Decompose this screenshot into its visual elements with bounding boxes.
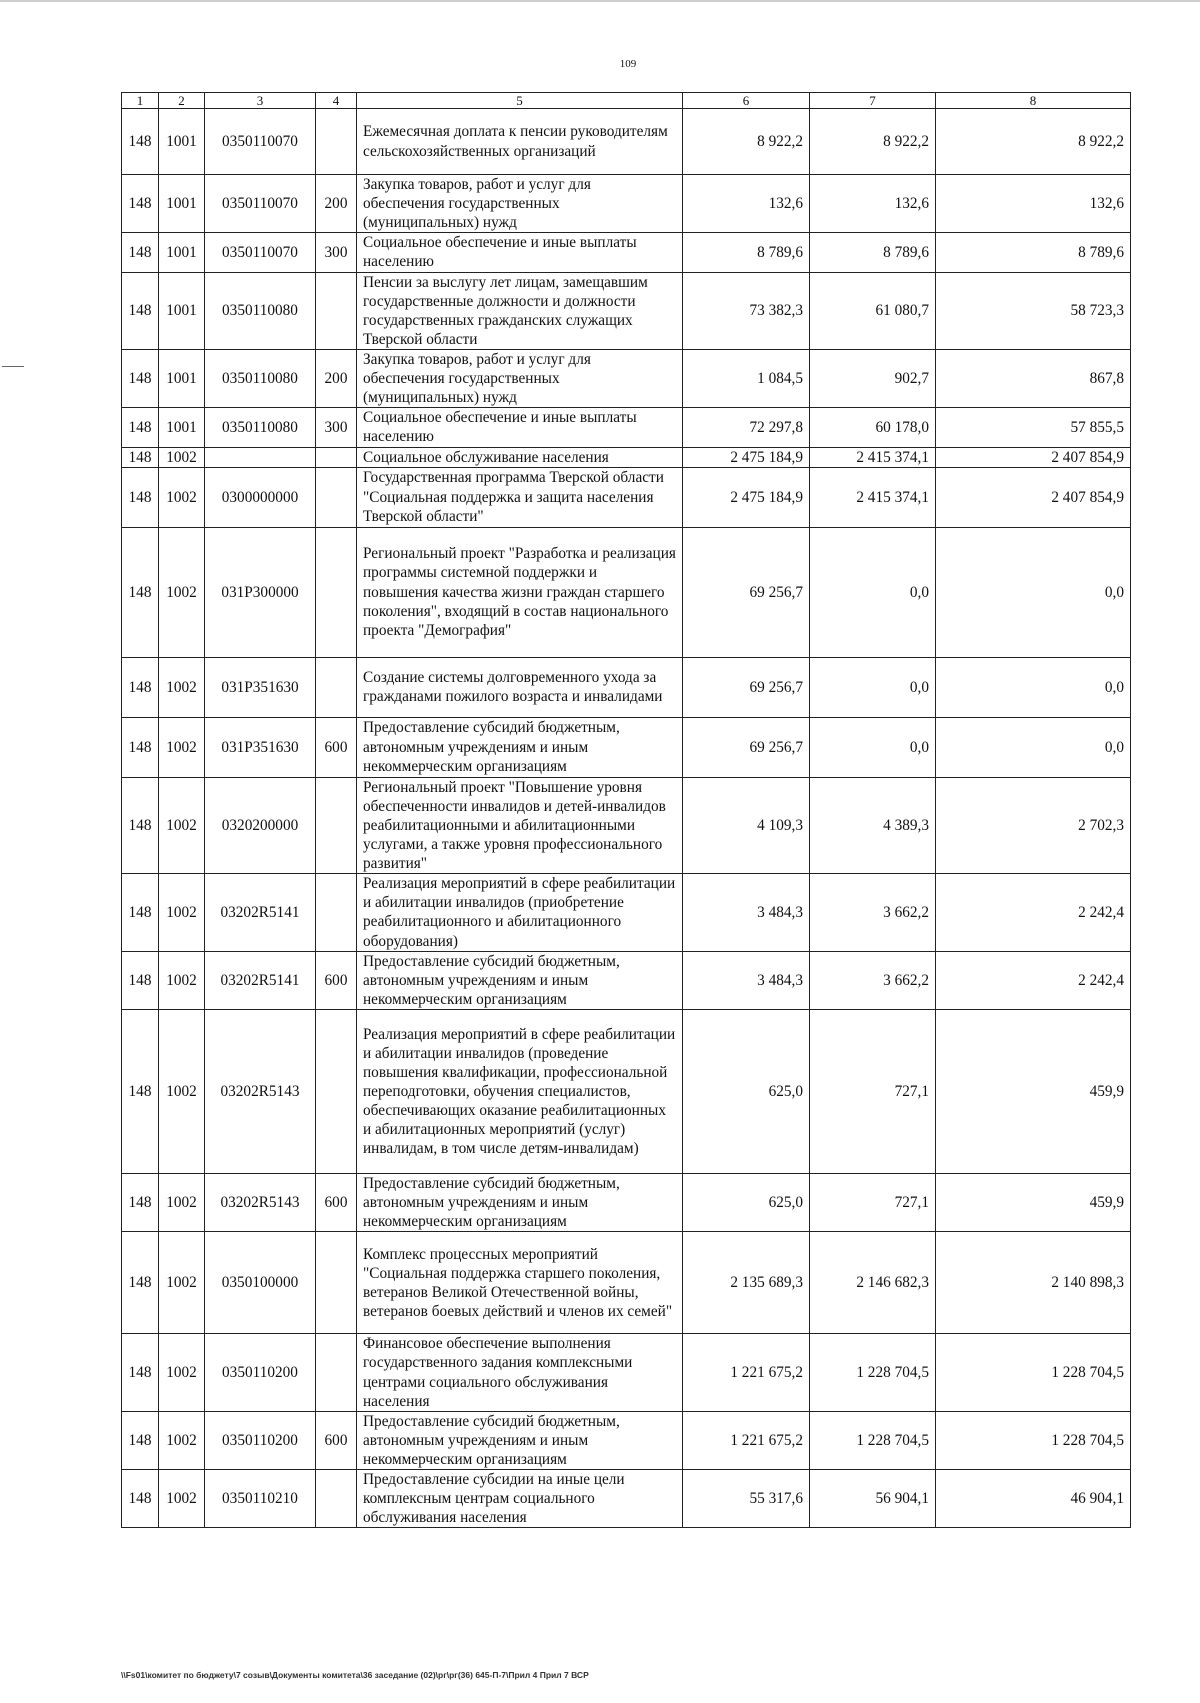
- expense-type-cell: [316, 1470, 357, 1528]
- description-cell: Социальное обеспечение и иные выплаты населению: [357, 233, 683, 272]
- column-header: 8: [936, 93, 1131, 109]
- amount-2026-cell: 727,1: [810, 1173, 936, 1231]
- amount-2025-cell: 8 922,2: [683, 109, 810, 175]
- section-code-cell: 1002: [159, 527, 205, 657]
- section-code-cell: 1002: [159, 777, 205, 874]
- description-cell: Создание системы долговременного ухода за гражданами пожилого возраста и инвалидами: [357, 657, 683, 717]
- amount-2027-cell: 8 789,6: [936, 233, 1131, 272]
- target-article-cell: 031P300000: [205, 527, 316, 657]
- section-code-cell: 1002: [159, 467, 205, 527]
- column-header: 4: [316, 93, 357, 109]
- target-article-cell: 0320200000: [205, 777, 316, 874]
- table-row: [122, 1411, 1131, 1469]
- amount-2026-cell: 0,0: [810, 657, 936, 717]
- target-article-cell: 0350110200: [205, 1411, 316, 1469]
- expense-type-cell: [316, 447, 357, 467]
- amount-2027-cell: 0,0: [936, 657, 1131, 717]
- amount-2026-cell: 3 662,2: [810, 951, 936, 1009]
- target-article-cell: 0350110080: [205, 408, 316, 447]
- description-cell: Реализация мероприятий в сфере реабилитации и абилитации инвалидов (проведение повышения квалификации, профессиональной переподготовки, обучения специалистов, обеспечивающих оказание реабилитационных и абилитационных мероприятий (услуг) инвалидам, в том числе детям-инвалидам): [357, 1009, 683, 1173]
- target-article-cell: 03202R5141: [205, 874, 316, 951]
- target-article-cell: 0350110080: [205, 349, 316, 407]
- ministry-code-cell: 148: [122, 349, 159, 407]
- table-row: [122, 175, 1131, 233]
- expense-type-cell: [316, 527, 357, 657]
- amount-2025-cell: 8 789,6: [683, 233, 810, 272]
- expense-type-cell: [316, 272, 357, 349]
- amount-2025-cell: 2 475 184,9: [683, 447, 810, 467]
- description-cell: Предоставление субсидий бюджетным, автономным учреждениям и иным некоммерческим организациям: [357, 717, 683, 777]
- amount-2026-cell: 2 415 374,1: [810, 467, 936, 527]
- section-code-cell: 1002: [159, 1173, 205, 1231]
- description-cell: Пенсии за выслугу лет лицам, замещавшим государственные должности и должности государственных гражданских служащих Тверской области: [357, 272, 683, 349]
- column-header: 2: [159, 93, 205, 109]
- ministry-code-cell: 148: [122, 272, 159, 349]
- amount-2025-cell: 55 317,6: [683, 1470, 810, 1528]
- description-cell: Предоставление субсидий бюджетным, автономным учреждениям и иным некоммерческим организациям: [357, 951, 683, 1009]
- target-article-cell: 0350110070: [205, 175, 316, 233]
- section-code-cell: 1001: [159, 408, 205, 447]
- amount-2026-cell: 56 904,1: [810, 1470, 936, 1528]
- page-number: 109: [619, 58, 637, 70]
- column-header: 5: [357, 93, 683, 109]
- ministry-code-cell: 148: [122, 777, 159, 874]
- description-cell: Социальное обслуживание населения: [357, 447, 683, 467]
- description-cell: Закупка товаров, работ и услуг для обеспечения государственных (муниципальных) нужд: [357, 175, 683, 233]
- amount-2027-cell: 1 228 704,5: [936, 1334, 1131, 1411]
- amount-2025-cell: 2 135 689,3: [683, 1232, 810, 1334]
- column-header: 6: [683, 93, 810, 109]
- expense-type-cell: 600: [316, 951, 357, 1009]
- table-row: [122, 717, 1131, 777]
- target-article-cell: [205, 447, 316, 467]
- table-row: [122, 874, 1131, 951]
- section-code-cell: 1001: [159, 349, 205, 407]
- ministry-code-cell: 148: [122, 1232, 159, 1334]
- section-code-cell: 1001: [159, 109, 205, 175]
- amount-2025-cell: 1 084,5: [683, 349, 810, 407]
- amount-2027-cell: 0,0: [936, 527, 1131, 657]
- amount-2027-cell: 2 242,4: [936, 874, 1131, 951]
- column-header: 3: [205, 93, 316, 109]
- expense-type-cell: [316, 1334, 357, 1411]
- expense-type-cell: 200: [316, 175, 357, 233]
- amount-2027-cell: 0,0: [936, 717, 1131, 777]
- footer-file-path: \\Fs01\комитет по бюджету\7 созыв\Документы комитета\36 заседание (02)\рг\рг(36) 645-П-7\Прил 4 Прил 7 ВСР: [121, 1670, 589, 1680]
- target-article-cell: 0350100000: [205, 1232, 316, 1334]
- top-scan-edge: [0, 0, 1200, 2]
- table-row: [122, 1232, 1131, 1334]
- expense-type-cell: [316, 874, 357, 951]
- section-code-cell: 1002: [159, 874, 205, 951]
- amount-2026-cell: 727,1: [810, 1009, 936, 1173]
- amount-2027-cell: 2 140 898,3: [936, 1232, 1131, 1334]
- section-code-cell: 1002: [159, 1334, 205, 1411]
- amount-2025-cell: 69 256,7: [683, 717, 810, 777]
- amount-2027-cell: 2 242,4: [936, 951, 1131, 1009]
- amount-2026-cell: 1 228 704,5: [810, 1411, 936, 1469]
- description-cell: Социальное обеспечение и иные выплаты населению: [357, 408, 683, 447]
- expense-type-cell: [316, 657, 357, 717]
- description-cell: Закупка товаров, работ и услуг для обеспечения государственных (муниципальных) нужд: [357, 349, 683, 407]
- target-article-cell: 0350110210: [205, 1470, 316, 1528]
- description-cell: Финансовое обеспечение выполнения государственного задания комплексными центрами социального обслуживания населения: [357, 1334, 683, 1411]
- target-article-cell: 031P351630: [205, 717, 316, 777]
- target-article-cell: 0350110070: [205, 233, 316, 272]
- expense-type-cell: 300: [316, 408, 357, 447]
- table-row: [122, 467, 1131, 527]
- target-article-cell: 031P351630: [205, 657, 316, 717]
- target-article-cell: 0300000000: [205, 467, 316, 527]
- table-row: [122, 1334, 1131, 1411]
- amount-2027-cell: 2 702,3: [936, 777, 1131, 874]
- amount-2025-cell: 3 484,3: [683, 951, 810, 1009]
- expense-type-cell: 600: [316, 1173, 357, 1231]
- expense-type-cell: 300: [316, 233, 357, 272]
- amount-2025-cell: 4 109,3: [683, 777, 810, 874]
- table-row: [122, 408, 1131, 447]
- table-row: [122, 109, 1131, 175]
- section-code-cell: 1002: [159, 1411, 205, 1469]
- description-cell: Комплекс процессных мероприятий "Социальная поддержка старшего поколения, ветеранов Великой Отечественной войны, ветеранов боевых действий и членов их семей": [357, 1232, 683, 1334]
- amount-2027-cell: 459,9: [936, 1009, 1131, 1173]
- table-row: [122, 1173, 1131, 1231]
- table-row: [122, 447, 1131, 467]
- description-cell: Региональный проект "Повышение уровня обеспеченности инвалидов и детей-инвалидов реабилитационными и абилитационными услугами, а также уровня профессионального развития": [357, 777, 683, 874]
- ministry-code-cell: 148: [122, 233, 159, 272]
- description-cell: Региональный проект "Разработка и реализация программы системной поддержки и повышения качества жизни граждан старшего поколения", входящий в состав национального проекта "Демография": [357, 527, 683, 657]
- description-cell: Ежемесячная доплата к пенсии руководителям сельскохозяйственных организаций: [357, 109, 683, 175]
- ministry-code-cell: 148: [122, 874, 159, 951]
- amount-2027-cell: 46 904,1: [936, 1470, 1131, 1528]
- section-code-cell: 1002: [159, 717, 205, 777]
- table-row: [122, 349, 1131, 407]
- expense-type-cell: 600: [316, 717, 357, 777]
- column-header: 1: [122, 93, 159, 109]
- amount-2026-cell: 8 922,2: [810, 109, 936, 175]
- amount-2025-cell: 625,0: [683, 1173, 810, 1231]
- table-body: [122, 93, 1131, 1528]
- amount-2025-cell: 72 297,8: [683, 408, 810, 447]
- ministry-code-cell: 148: [122, 1411, 159, 1469]
- table-row: [122, 951, 1131, 1009]
- expense-type-cell: [316, 777, 357, 874]
- amount-2025-cell: 2 475 184,9: [683, 467, 810, 527]
- section-code-cell: 1001: [159, 272, 205, 349]
- amount-2026-cell: 1 228 704,5: [810, 1334, 936, 1411]
- section-code-cell: 1002: [159, 1232, 205, 1334]
- amount-2026-cell: 8 789,6: [810, 233, 936, 272]
- description-cell: Предоставление субсидий бюджетным, автономным учреждениям и иным некоммерческим организациям: [357, 1411, 683, 1469]
- target-article-cell: 0350110070: [205, 109, 316, 175]
- amount-2025-cell: 625,0: [683, 1009, 810, 1173]
- section-code-cell: 1002: [159, 447, 205, 467]
- target-article-cell: 0350110200: [205, 1334, 316, 1411]
- amount-2025-cell: 132,6: [683, 175, 810, 233]
- column-header: 7: [810, 93, 936, 109]
- amount-2025-cell: 69 256,7: [683, 527, 810, 657]
- table-row: [122, 1009, 1131, 1173]
- ministry-code-cell: 148: [122, 408, 159, 447]
- amount-2027-cell: 58 723,3: [936, 272, 1131, 349]
- expense-type-cell: [316, 467, 357, 527]
- amount-2025-cell: 3 484,3: [683, 874, 810, 951]
- table-row: [122, 233, 1131, 272]
- description-cell: Предоставление субсидии на иные цели комплексным центрам социального обслуживания населения: [357, 1470, 683, 1528]
- table-header-row: [122, 93, 1131, 109]
- ministry-code-cell: 148: [122, 527, 159, 657]
- target-article-cell: 03202R5141: [205, 951, 316, 1009]
- amount-2027-cell: 57 855,5: [936, 408, 1131, 447]
- ministry-code-cell: 148: [122, 951, 159, 1009]
- ministry-code-cell: 148: [122, 175, 159, 233]
- table-row: [122, 1470, 1131, 1528]
- target-article-cell: 0350110080: [205, 272, 316, 349]
- amount-2027-cell: 2 407 854,9: [936, 447, 1131, 467]
- table-row: [122, 272, 1131, 349]
- expense-type-cell: [316, 1232, 357, 1334]
- ministry-code-cell: 148: [122, 1009, 159, 1173]
- target-article-cell: 03202R5143: [205, 1173, 316, 1231]
- amount-2026-cell: 3 662,2: [810, 874, 936, 951]
- ministry-code-cell: 148: [122, 1334, 159, 1411]
- amount-2026-cell: 60 178,0: [810, 408, 936, 447]
- section-code-cell: 1001: [159, 175, 205, 233]
- expense-type-cell: [316, 109, 357, 175]
- amount-2026-cell: 0,0: [810, 717, 936, 777]
- section-code-cell: 1002: [159, 1009, 205, 1173]
- amount-2026-cell: 902,7: [810, 349, 936, 407]
- amount-2027-cell: 459,9: [936, 1173, 1131, 1231]
- amount-2027-cell: 1 228 704,5: [936, 1411, 1131, 1469]
- amount-2026-cell: 4 389,3: [810, 777, 936, 874]
- table-row: [122, 657, 1131, 717]
- margin-mark: [2, 366, 24, 367]
- amount-2025-cell: 69 256,7: [683, 657, 810, 717]
- amount-2026-cell: 61 080,7: [810, 272, 936, 349]
- table-row: [122, 777, 1131, 874]
- ministry-code-cell: 148: [122, 717, 159, 777]
- section-code-cell: 1002: [159, 657, 205, 717]
- amount-2027-cell: 8 922,2: [936, 109, 1131, 175]
- section-code-cell: 1002: [159, 951, 205, 1009]
- amount-2027-cell: 867,8: [936, 349, 1131, 407]
- amount-2027-cell: 132,6: [936, 175, 1131, 233]
- section-code-cell: 1001: [159, 233, 205, 272]
- amount-2026-cell: 2 415 374,1: [810, 447, 936, 467]
- amount-2026-cell: 132,6: [810, 175, 936, 233]
- amount-2027-cell: 2 407 854,9: [936, 467, 1131, 527]
- budget-table: [121, 92, 1131, 1528]
- description-cell: Предоставление субсидий бюджетным, автономным учреждениям и иным некоммерческим организациям: [357, 1173, 683, 1231]
- ministry-code-cell: 148: [122, 467, 159, 527]
- description-cell: Реализация мероприятий в сфере реабилитации и абилитации инвалидов (приобретение реабилитационного и абилитационного оборудования): [357, 874, 683, 951]
- expense-type-cell: 600: [316, 1411, 357, 1469]
- amount-2026-cell: 0,0: [810, 527, 936, 657]
- amount-2025-cell: 1 221 675,2: [683, 1334, 810, 1411]
- ministry-code-cell: 148: [122, 657, 159, 717]
- ministry-code-cell: 148: [122, 1173, 159, 1231]
- section-code-cell: 1002: [159, 1470, 205, 1528]
- ministry-code-cell: 148: [122, 109, 159, 175]
- table-row: [122, 527, 1131, 657]
- target-article-cell: 03202R5143: [205, 1009, 316, 1173]
- amount-2025-cell: 1 221 675,2: [683, 1411, 810, 1469]
- expense-type-cell: [316, 1009, 357, 1173]
- amount-2026-cell: 2 146 682,3: [810, 1232, 936, 1334]
- ministry-code-cell: 148: [122, 447, 159, 467]
- ministry-code-cell: 148: [122, 1470, 159, 1528]
- description-cell: Государственная программа Тверской области "Социальная поддержка и защита населения Тверской области": [357, 467, 683, 527]
- amount-2025-cell: 73 382,3: [683, 272, 810, 349]
- expense-type-cell: 200: [316, 349, 357, 407]
